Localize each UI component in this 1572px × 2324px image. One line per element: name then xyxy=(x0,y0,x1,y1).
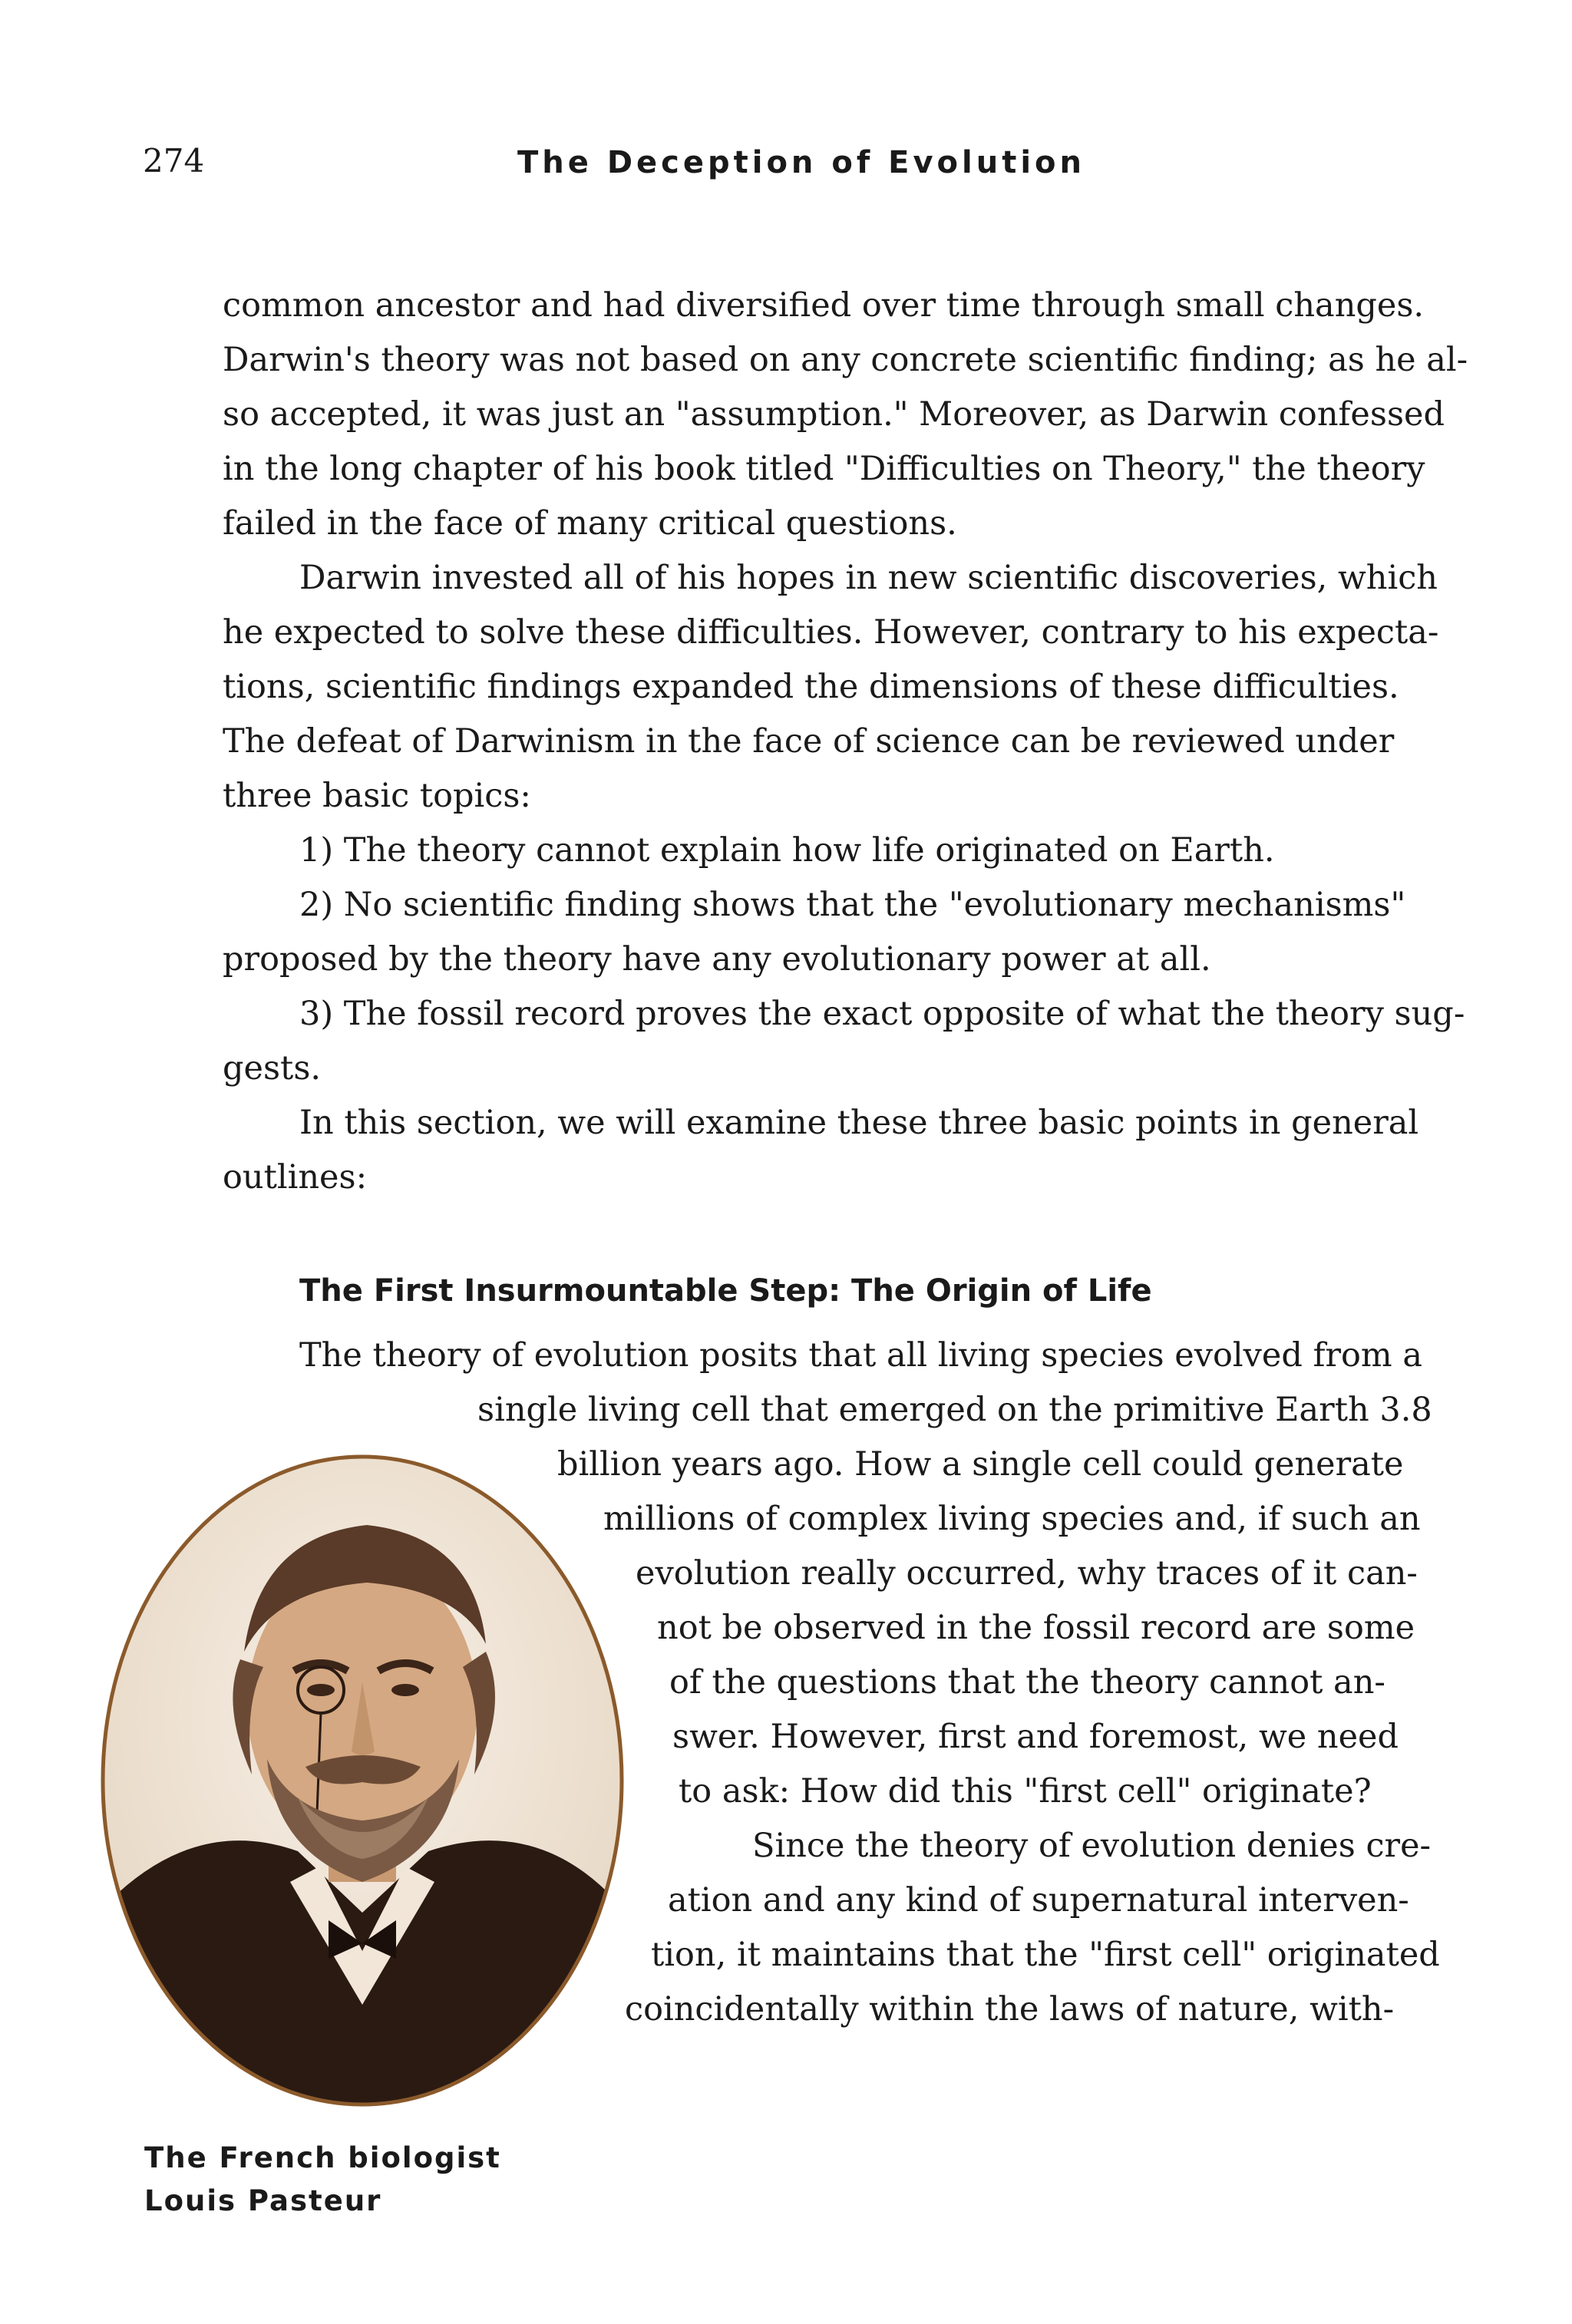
body-line: in the long chapter of his book titled "Difficulties on Theory," the theory xyxy=(223,450,1425,488)
section-line: coincidentally within the laws of nature, with- xyxy=(625,1990,1395,2029)
list-item-1: 1) The theory cannot explain how life originated on Earth. xyxy=(299,831,1275,870)
section-line: of the questions that the theory cannot an- xyxy=(669,1663,1385,1702)
section-line: not be observed in the fossil record are some xyxy=(657,1609,1415,1647)
body-line: common ancestor and had diversified over time through small changes. xyxy=(223,286,1425,325)
caption-line: Louis Pasteur xyxy=(144,2184,382,2217)
section-line: The theory of evolution posits that all living species evolved from a xyxy=(299,1336,1423,1375)
section-line: swer. However, first and foremost, we need xyxy=(672,1718,1399,1756)
page-number: 274 xyxy=(143,142,205,180)
body-line: three basic topics: xyxy=(223,777,531,815)
body-line: The defeat of Darwinism in the face of science can be reviewed under xyxy=(223,722,1395,761)
list-item-3: 3) The fossil record proves the exact opposite of what the theory sug- xyxy=(299,995,1465,1033)
body-line: outlines: xyxy=(223,1158,368,1197)
section-line: to ask: How did this "first cell" originate? xyxy=(679,1772,1372,1811)
figure-caption xyxy=(144,2137,501,2223)
pasteur-portrait xyxy=(98,1452,626,2109)
body-line: Darwin's theory was not based on any concrete scientific finding; as he al- xyxy=(223,341,1468,379)
running-title: The Deception of Evolution xyxy=(517,145,1085,180)
section-line: single living cell that emerged on the primitive Earth 3.8 xyxy=(477,1391,1432,1429)
body-line: tions, scientific findings expanded the dimensions of these difficulties. xyxy=(223,668,1399,706)
section-heading: The First Insurmountable Step: The Origin of Life xyxy=(299,1273,1152,1309)
section-line: Since the theory of evolution denies cre- xyxy=(752,1827,1432,1865)
body-line: In this section, we will examine these three basic points in general xyxy=(299,1104,1419,1142)
section-line: tion, it maintains that the "first cell" originated xyxy=(651,1936,1440,1974)
section-line: billion years ago. How a single cell could generate xyxy=(557,1445,1404,1484)
section-line: evolution really occurred, why traces of it can- xyxy=(636,1554,1418,1593)
portrait-image xyxy=(98,1452,626,2109)
body-line: gests. xyxy=(223,1049,322,1088)
body-line: proposed by the theory have any evolutionary power at all. xyxy=(223,940,1211,979)
body-line: he expected to solve these difficulties. However, contrary to his expecta- xyxy=(223,613,1439,652)
section-line: millions of complex living species and, if such an xyxy=(603,1500,1421,1538)
body-line: Darwin invested all of his hopes in new scientific discoveries, which xyxy=(299,559,1438,597)
body-line: failed in the face of many critical questions. xyxy=(223,504,957,543)
caption-line: The French biologist xyxy=(144,2141,501,2174)
list-item-2: 2) No scientific finding shows that the "evolutionary mechanisms" xyxy=(299,886,1406,924)
body-line: so accepted, it was just an "assumption." Moreover, as Darwin confessed xyxy=(223,395,1445,434)
section-line: ation and any kind of supernatural interven- xyxy=(668,1881,1409,1920)
